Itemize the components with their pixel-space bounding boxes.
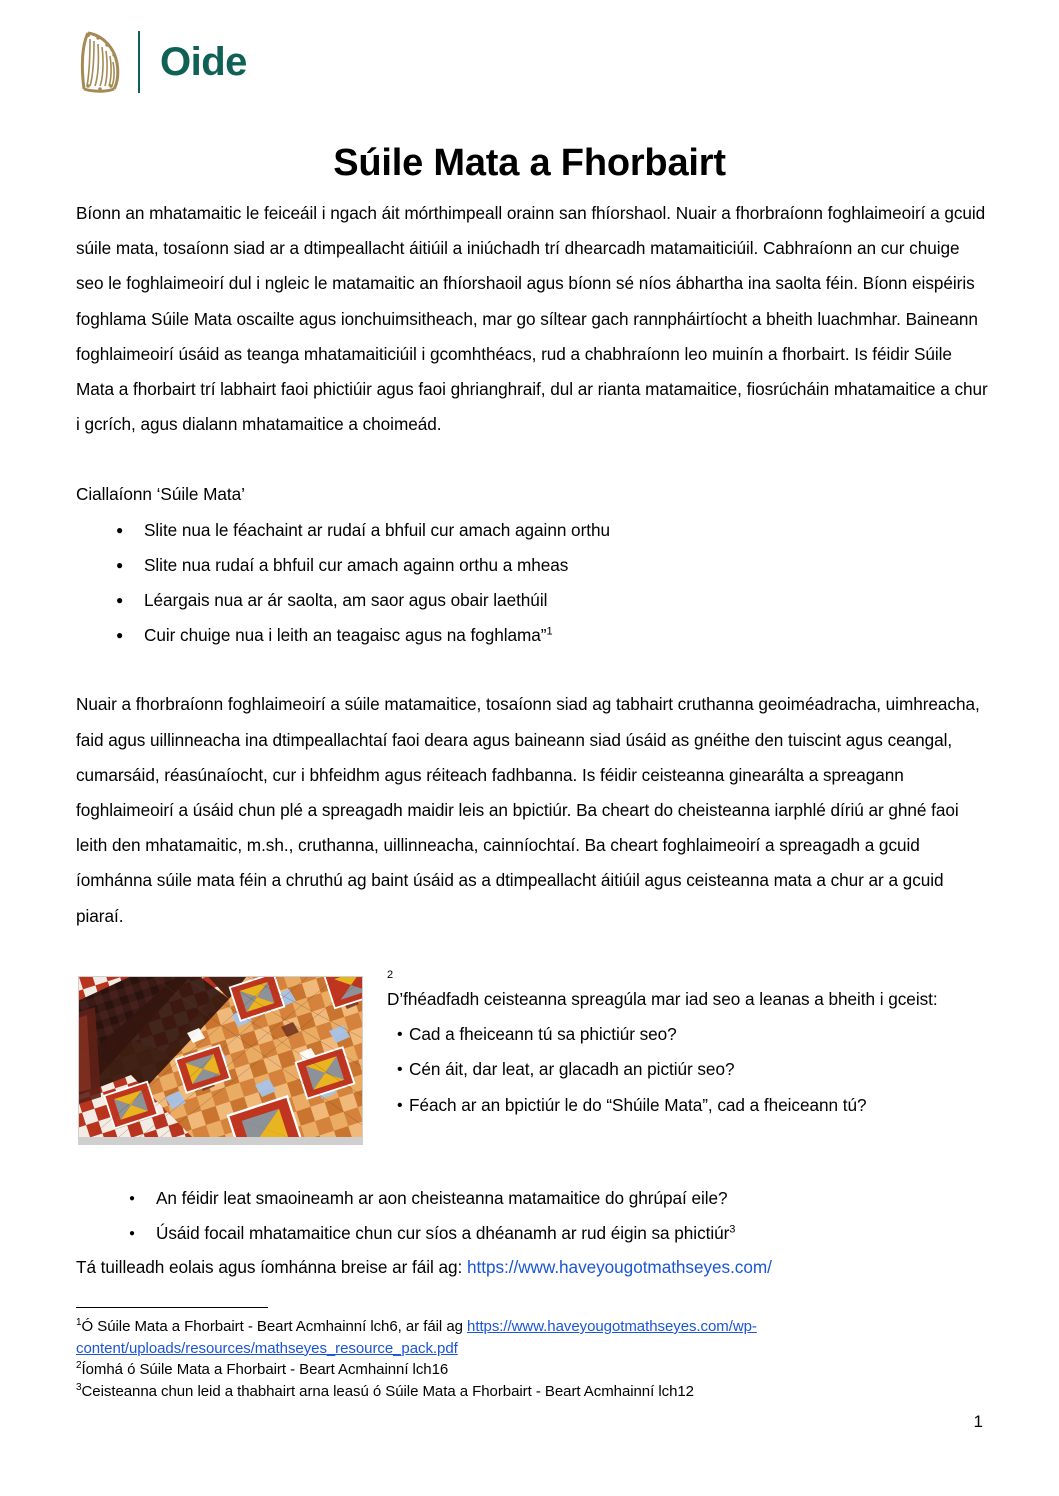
second-paragraph: Nuair a fhorbraíonn foghlaimeoirí a súile matamaitice, tosaíonn siad ag tabhairt cruthanna geoiméadracha, uimhreacha, faid agus uillinneacha ina dtimpeallachtaí faoi deara agus baineann siad úsáid as gnéithe den tuiscint agus ceangal, cumarsáid, réasúnaíocht, cur i bhfeidhm agus réiteach fadhbanna. Is féidir ceisteanna ginearálta a spreagann foghlaimeoirí a úsáid chun plé a spreagadh maidir leis an bpictiúr. Ba cheart do cheisteanna iarphlé díriú ar ghné faoi leith den mhatamaitic, m.sh., cruthanna, uillinneacha, cainníochtaí. Ba cheart foghlaimeoirí a spreagadh a gcuid íomhánna súile mata féin a chruthú ag baint úsáid as a dtimpeallacht áitiúil agus ceisteanna mata a chur ar a gcuid piaraí. (76, 694, 980, 926)
list-item-text: Slite nua rudaí a bhfuil cur amach againn orthu a mheas (144, 554, 569, 575)
footnote-2-marker: 2 (76, 1360, 82, 1371)
footnote-marker-3: 3 (729, 1223, 736, 1236)
intro-paragraph: Bíonn an mhatamaitic le feiceáil i ngach áit mórthimpeall orainn san fhíorshaol. Nuair a fhorbraíonn foghlaimeoirí a gcuid súile mata, tosaíonn siad ar a dtimpeallacht áitiúil a iniúchadh trí dhearcadh matamaiticiúil. Cabhraíonn an cur chuige seo le foghlaimeoirí dul i ngleic le matamaitic an fhíorshaoil agus bíonn sé níos ábhartha ina saolta féin. Bíonn eispéiris foghlama Súile Mata oscailte agus ionchuimsitheach, mar go síltear gach rannpháirtíocht a bheith luachmhar. Baineann foghlaimeoirí úsáid as teanga mhatamaiticiúil i gcomhthéacs, rud a chabhraíonn leo muinín a fhorbairt. Is féidir Súile Mata a fhorbairt trí labhairt faoi phictiúir agus faoi ghrianghraif, dul ar rianta matamaitice, fiosrúcháin mhatamaitice a chur i gcrích, agus dialann mhatamaitice a choimeád. (76, 203, 988, 435)
logo-wordmark: Oide (160, 40, 247, 84)
lower-bullet-list (76, 1181, 988, 1251)
figure-intro-text: D’fhéadfadh ceisteanna spreagúla mar iad seo a leanas a bheith i gceist: (387, 989, 938, 1009)
footnote-marker-1: 1 (546, 625, 553, 638)
list-item (144, 618, 988, 653)
footnote-separator (76, 1307, 268, 1308)
page-title: Súile Mata a Fhorbairt (333, 142, 726, 185)
figure-question-list (387, 1017, 987, 1123)
list-item-text: Féach ar an bpictiúr le do “Shúile Mata”, cad a fheiceann tú? (409, 1094, 867, 1115)
list-item-text: Cuir chuige nua i leith an teagaisc agus na foghlama” (144, 625, 547, 646)
meaning-bullet-list (76, 513, 988, 654)
figure-footnote-marker: 2 (387, 969, 394, 981)
footnote-2-text: Íomhá ó Súile Mata a Fhorbairt - Beart Acmhainní lch16 (81, 1361, 449, 1378)
oide-logo (76, 24, 247, 100)
footnotes-section (76, 1316, 988, 1402)
footnote-1-marker: 1 (76, 1317, 82, 1328)
list-item (144, 583, 988, 618)
page-number: 1 (973, 1412, 983, 1431)
list-item (397, 1088, 987, 1123)
list-item-text: An féidir leat smaoineamh ar aon cheisteanna matamaitice do ghrúpaí eile? (156, 1188, 728, 1208)
meaning-heading: Ciallaíonn ‘Súile Mata’ (76, 484, 245, 505)
list-item-text: Slite nua le féachaint ar rudaí a bhfuil cur amach againn orthu (144, 519, 610, 540)
footnote-1-link[interactable]: https://www.haveyougotmathseyes.com/wp-content/uploads/resources/mathseyes_resource_pack.pdf (76, 1318, 757, 1357)
irish-harp-icon (76, 29, 126, 95)
main-content (76, 196, 988, 934)
list-item-text: Cad a fheiceann tú sa phictiúr seo? (409, 1024, 677, 1045)
list-item (144, 513, 988, 548)
logo-divider (138, 31, 140, 93)
more-info-label: Tá tuilleadh eolais agus íomhánna breise ar fáil ag: (76, 1257, 467, 1277)
list-item-text: Úsáid focail mhatamaitice chun cur síos a dhéanamh ar rud éigin sa phictiúr (156, 1223, 730, 1244)
footnote-3-text: Ceisteanna chun leid a thabhairt arna leasú ó Súile Mata a Fhorbairt - Beart Acmhainní lch12 (81, 1382, 694, 1400)
list-item (156, 1216, 988, 1251)
lower-bullet-section (76, 1181, 988, 1251)
footnote-3 (76, 1381, 988, 1403)
list-item (144, 548, 988, 583)
more-info-line (76, 1253, 988, 1281)
footnote-1-text: Ó Súile Mata a Fhorbairt - Beart Acmhainní lch6, ar fáil ag (81, 1318, 468, 1335)
list-item (397, 1017, 987, 1052)
footnote-1 (76, 1316, 988, 1359)
list-item (397, 1052, 987, 1087)
footnote-2 (76, 1359, 988, 1381)
figure-side-column (387, 968, 987, 1123)
list-item-text: Léargais nua ar ár saolta, am saor agus obair laethúil (144, 590, 548, 611)
list-item (156, 1181, 988, 1216)
victorian-tiled-floor-photo (78, 976, 363, 1145)
mathseyes-website-link[interactable]: https://www.haveyougotmathseyes.com/ (467, 1257, 772, 1277)
footnote-3-marker: 3 (76, 1381, 82, 1393)
list-item-text: Cén áit, dar leat, ar glacadh an pictiúr seo? (409, 1059, 735, 1080)
